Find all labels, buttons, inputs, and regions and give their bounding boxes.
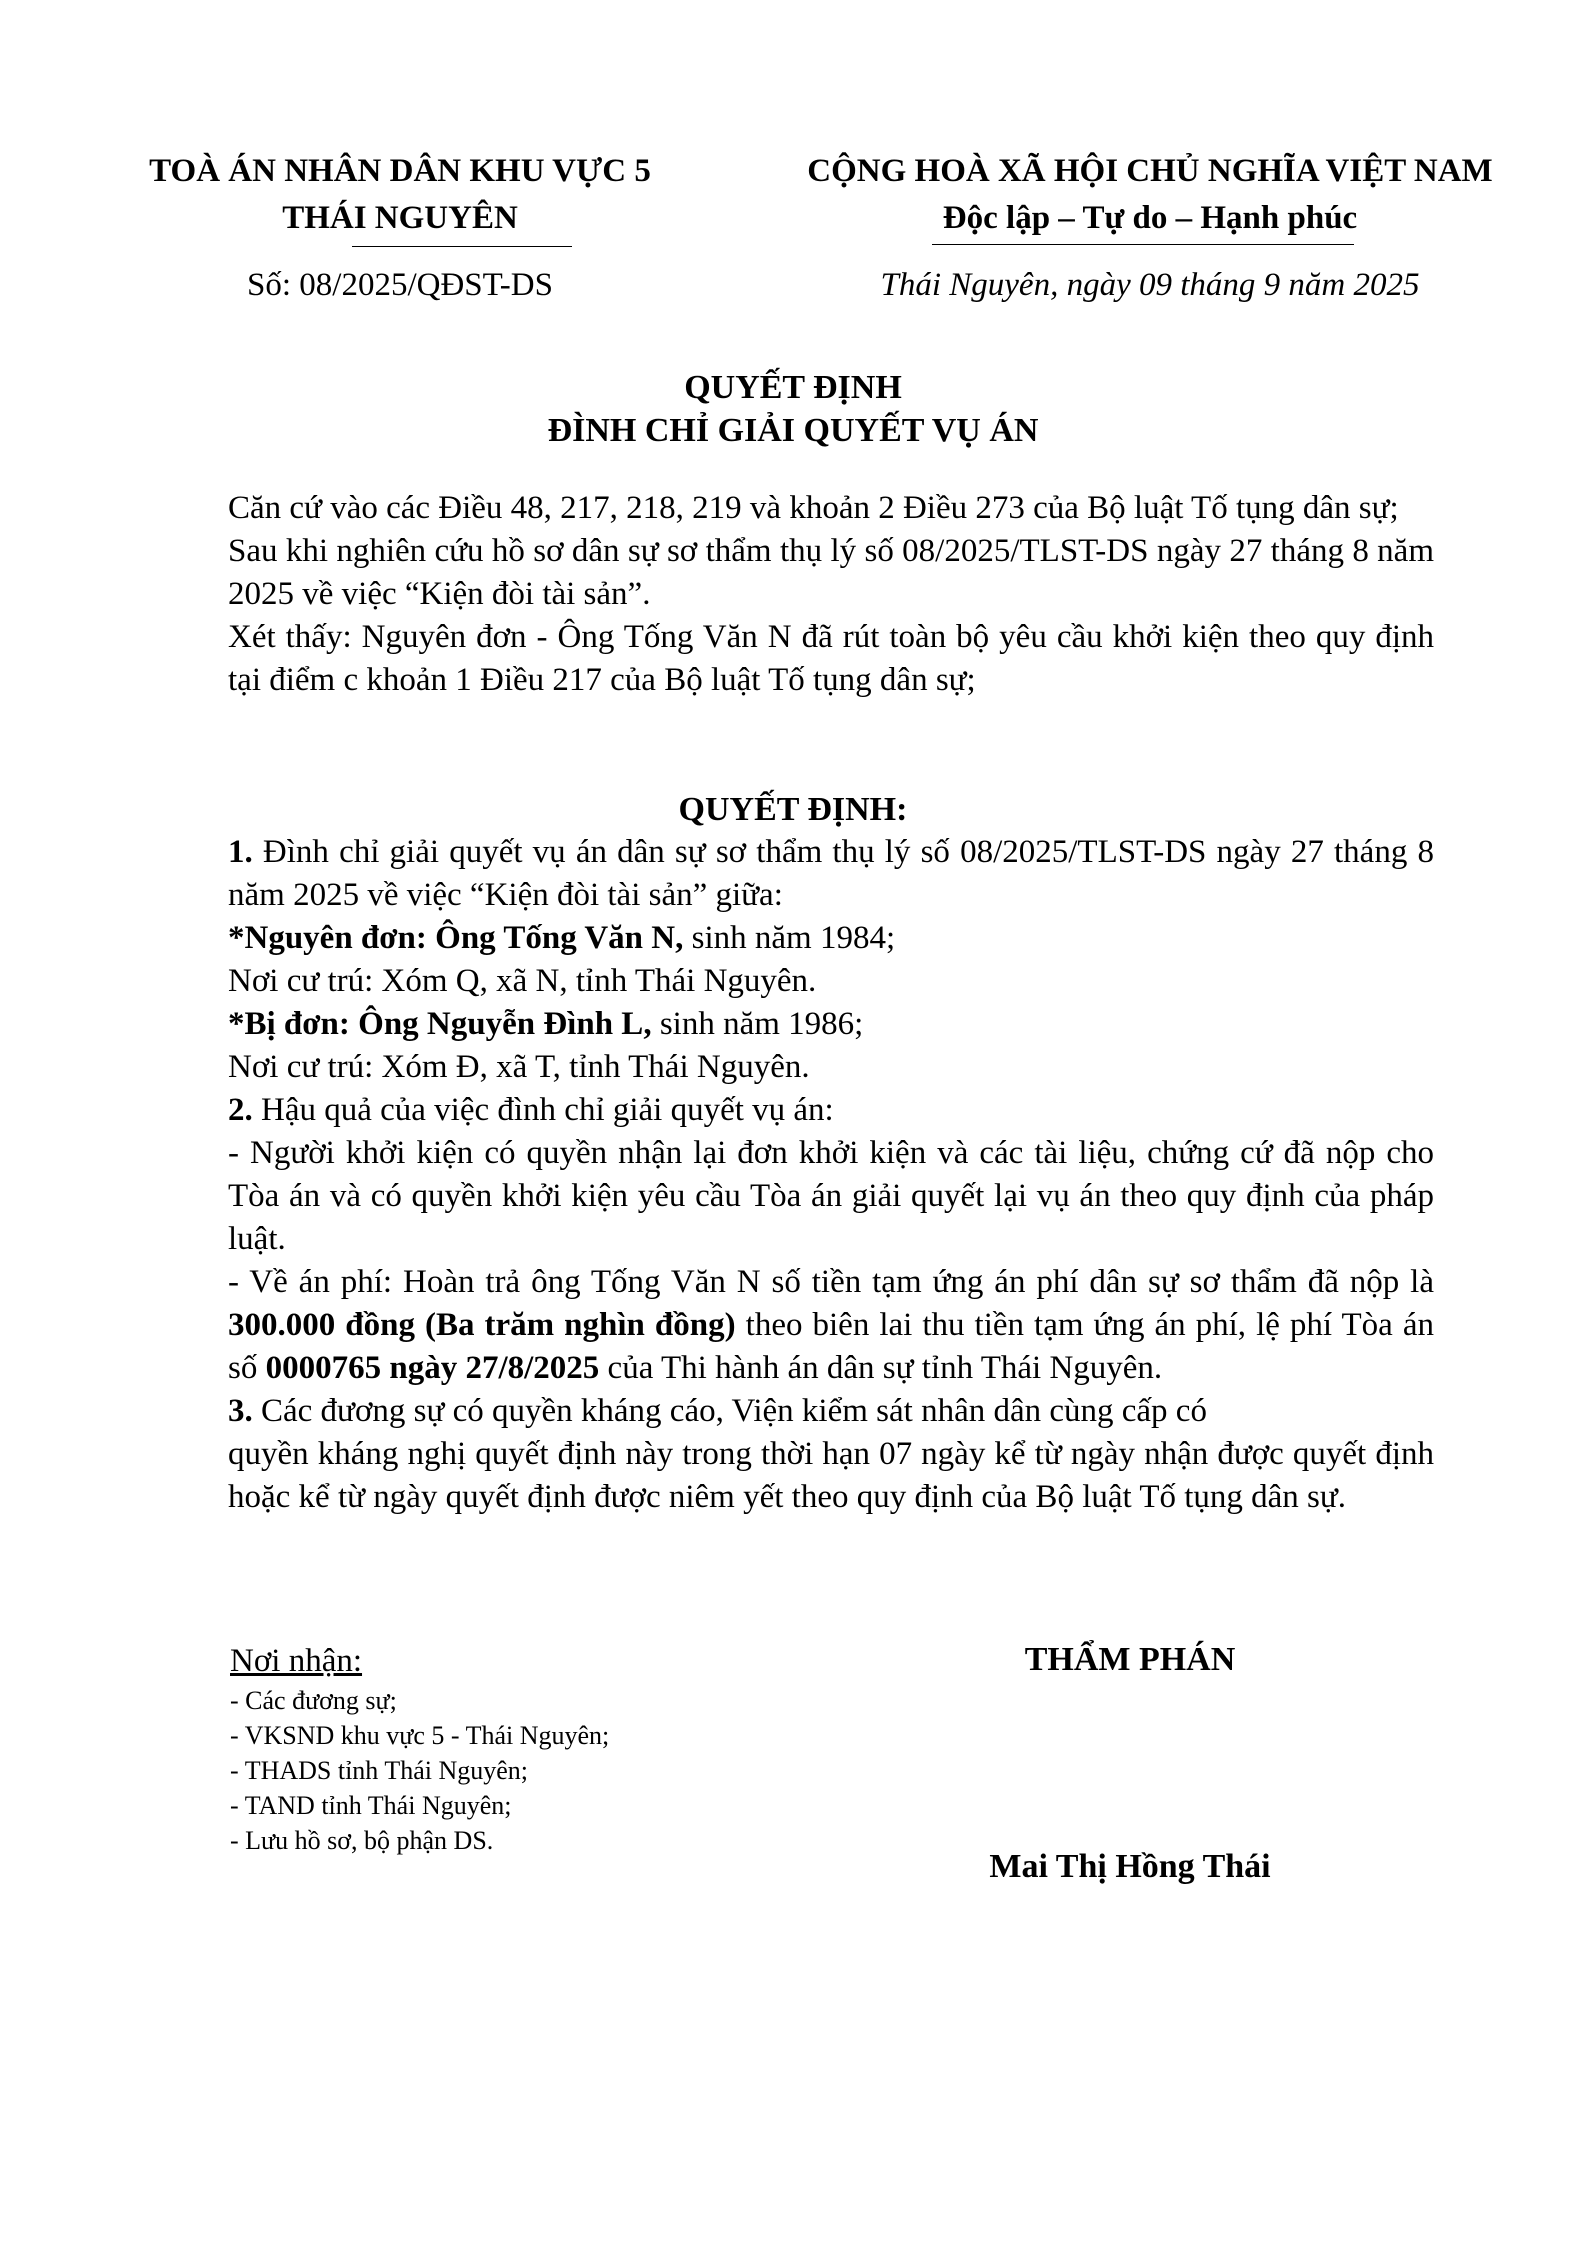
- recipient-item: - Lưu hồ sơ, bộ phận DS.: [230, 1826, 494, 1855]
- defendant-label: *Bị đơn: Ông Nguyễn Đình L,: [228, 1006, 652, 1042]
- defendant-line: [228, 1003, 1434, 1046]
- item-1-number: 1.: [228, 834, 253, 870]
- item-3-text: Các đương sự có quyền kháng cáo, Viện kiểm sát nhân dân cùng cấp có: [252, 1393, 1207, 1429]
- fee-amount: 300.000 đồng (Ba trăm nghìn đồng): [228, 1307, 736, 1343]
- court-underline: [352, 246, 572, 247]
- recipient-item: - TAND tỉnh Thái Nguyên;: [230, 1791, 512, 1820]
- item-2-number: 2.: [228, 1092, 253, 1128]
- recipient-item: - THADS tỉnh Thái Nguyên;: [230, 1756, 529, 1785]
- plaintiff-birth: sinh năm 1984;: [683, 920, 896, 956]
- consequence-court-fee: [228, 1261, 1434, 1390]
- fee-text-start: - Về án phí: Hoàn trả ông Tống Văn N số tiền tạm ứng án phí dân sự sơ thẩm đã nộp là: [228, 1264, 1434, 1300]
- defendant-address: Nơi cư trú: Xóm Đ, xã T, tỉnh Thái Nguyên.: [228, 1049, 810, 1085]
- document-number: Số: 08/2025/QĐST-DS: [247, 267, 553, 303]
- recipient-item: - VKSND khu vực 5 - Thái Nguyên;: [230, 1721, 610, 1750]
- decision-item-3-continued: quyền kháng nghị quyết định này trong thời hạn 07 ngày kể từ ngày nhận được quyết định hoặc kể từ ngày quyết định được niêm yết theo quy định của Bộ luật Tố tụng dân sự.: [228, 1436, 1434, 1515]
- item-1-text: Đình chỉ giải quyết vụ án dân sự sơ thẩm thụ lý số 08/2025/TLST-DS ngày 27 tháng 8 năm 2025 về việc “Kiện đòi tài sản” giữa:: [228, 834, 1434, 913]
- document-subtitle: ĐÌNH CHỈ GIẢI QUYẾT VỤ ÁN: [547, 412, 1039, 449]
- country-name: CỘNG HOÀ XÃ HỘI CHỦ NGHĨA VIỆT NAM: [807, 153, 1493, 189]
- place-date: Thái Nguyên, ngày 09 tháng 9 năm 2025: [880, 267, 1420, 303]
- fee-text-middle: theo biên lai thu tiền tạm ứng án phí, lệ phí Tòa án số: [228, 1307, 1434, 1386]
- decision-heading: QUYẾT ĐỊNH:: [678, 791, 908, 828]
- fee-text-end: của Thi hành án dân sự tỉnh Thái Nguyên.: [599, 1350, 1163, 1386]
- court-name-line1: TOÀ ÁN NHÂN DÂN KHU VỰC 5: [149, 153, 651, 189]
- fee-receipt-number: 0000765 ngày 27/8/2025: [265, 1350, 600, 1386]
- decision-item-2: [228, 1089, 1434, 1132]
- national-motto: Độc lập – Tự do – Hạnh phúc: [942, 200, 1358, 236]
- item-3-number: 3.: [228, 1393, 253, 1429]
- consequence-refile: - Người khởi kiện có quyền nhận lại đơn khởi kiện và các tài liệu, chứng cứ đã nộp cho Tòa án và có quyền khởi kiện yêu cầu Tòa án giải quyết lại vụ án theo quy định của pháp luật.: [228, 1135, 1434, 1257]
- considering-paragraph: Xét thấy: Nguyên đơn - Ông Tống Văn N đã rút toàn bộ yêu cầu khởi kiện theo quy định tại điểm c khoản 1 Điều 217 của Bộ luật Tố tụng dân sự;: [228, 619, 1434, 698]
- defendant-birth: sinh năm 1986;: [651, 1006, 864, 1042]
- decision-item-3: [228, 1390, 1434, 1433]
- recipients-block: [230, 1640, 830, 1858]
- signer-name: Mai Thị Hồng Thái: [989, 1848, 1271, 1885]
- court-header: [120, 148, 680, 242]
- recipient-item: - Các đương sự;: [230, 1686, 397, 1715]
- national-header: [770, 148, 1530, 242]
- legal-basis: Căn cứ vào các Điều 48, 217, 218, 219 và khoản 2 Điều 273 của Bộ luật Tố tụng dân sự;: [228, 490, 1399, 526]
- case-study-paragraph: Sau khi nghiên cứu hồ sơ dân sự sơ thẩm thụ lý số 08/2025/TLST-DS ngày 27 tháng 8 năm 2025 về việc “Kiện đòi tài sản”.: [228, 533, 1434, 612]
- plaintiff-label: *Nguyên đơn: Ông Tống Văn N,: [228, 920, 684, 956]
- recipients-title: Nơi nhận:: [230, 1643, 363, 1679]
- document-title: QUYẾT ĐỊNH: [684, 369, 902, 406]
- preamble: [228, 487, 1434, 702]
- motto-underline: [932, 244, 1354, 245]
- signer-title: THẨM PHÁN: [1024, 1641, 1236, 1678]
- plaintiff-line: [228, 917, 1434, 960]
- item-2-text: Hậu quả của việc đình chỉ giải quyết vụ án:: [252, 1092, 834, 1128]
- decision-item-1: [228, 831, 1434, 917]
- decision-body: [228, 831, 1434, 1519]
- court-name-line2: THÁI NGUYÊN: [282, 200, 518, 236]
- plaintiff-address: Nơi cư trú: Xóm Q, xã N, tỉnh Thái Nguyên.: [228, 963, 817, 999]
